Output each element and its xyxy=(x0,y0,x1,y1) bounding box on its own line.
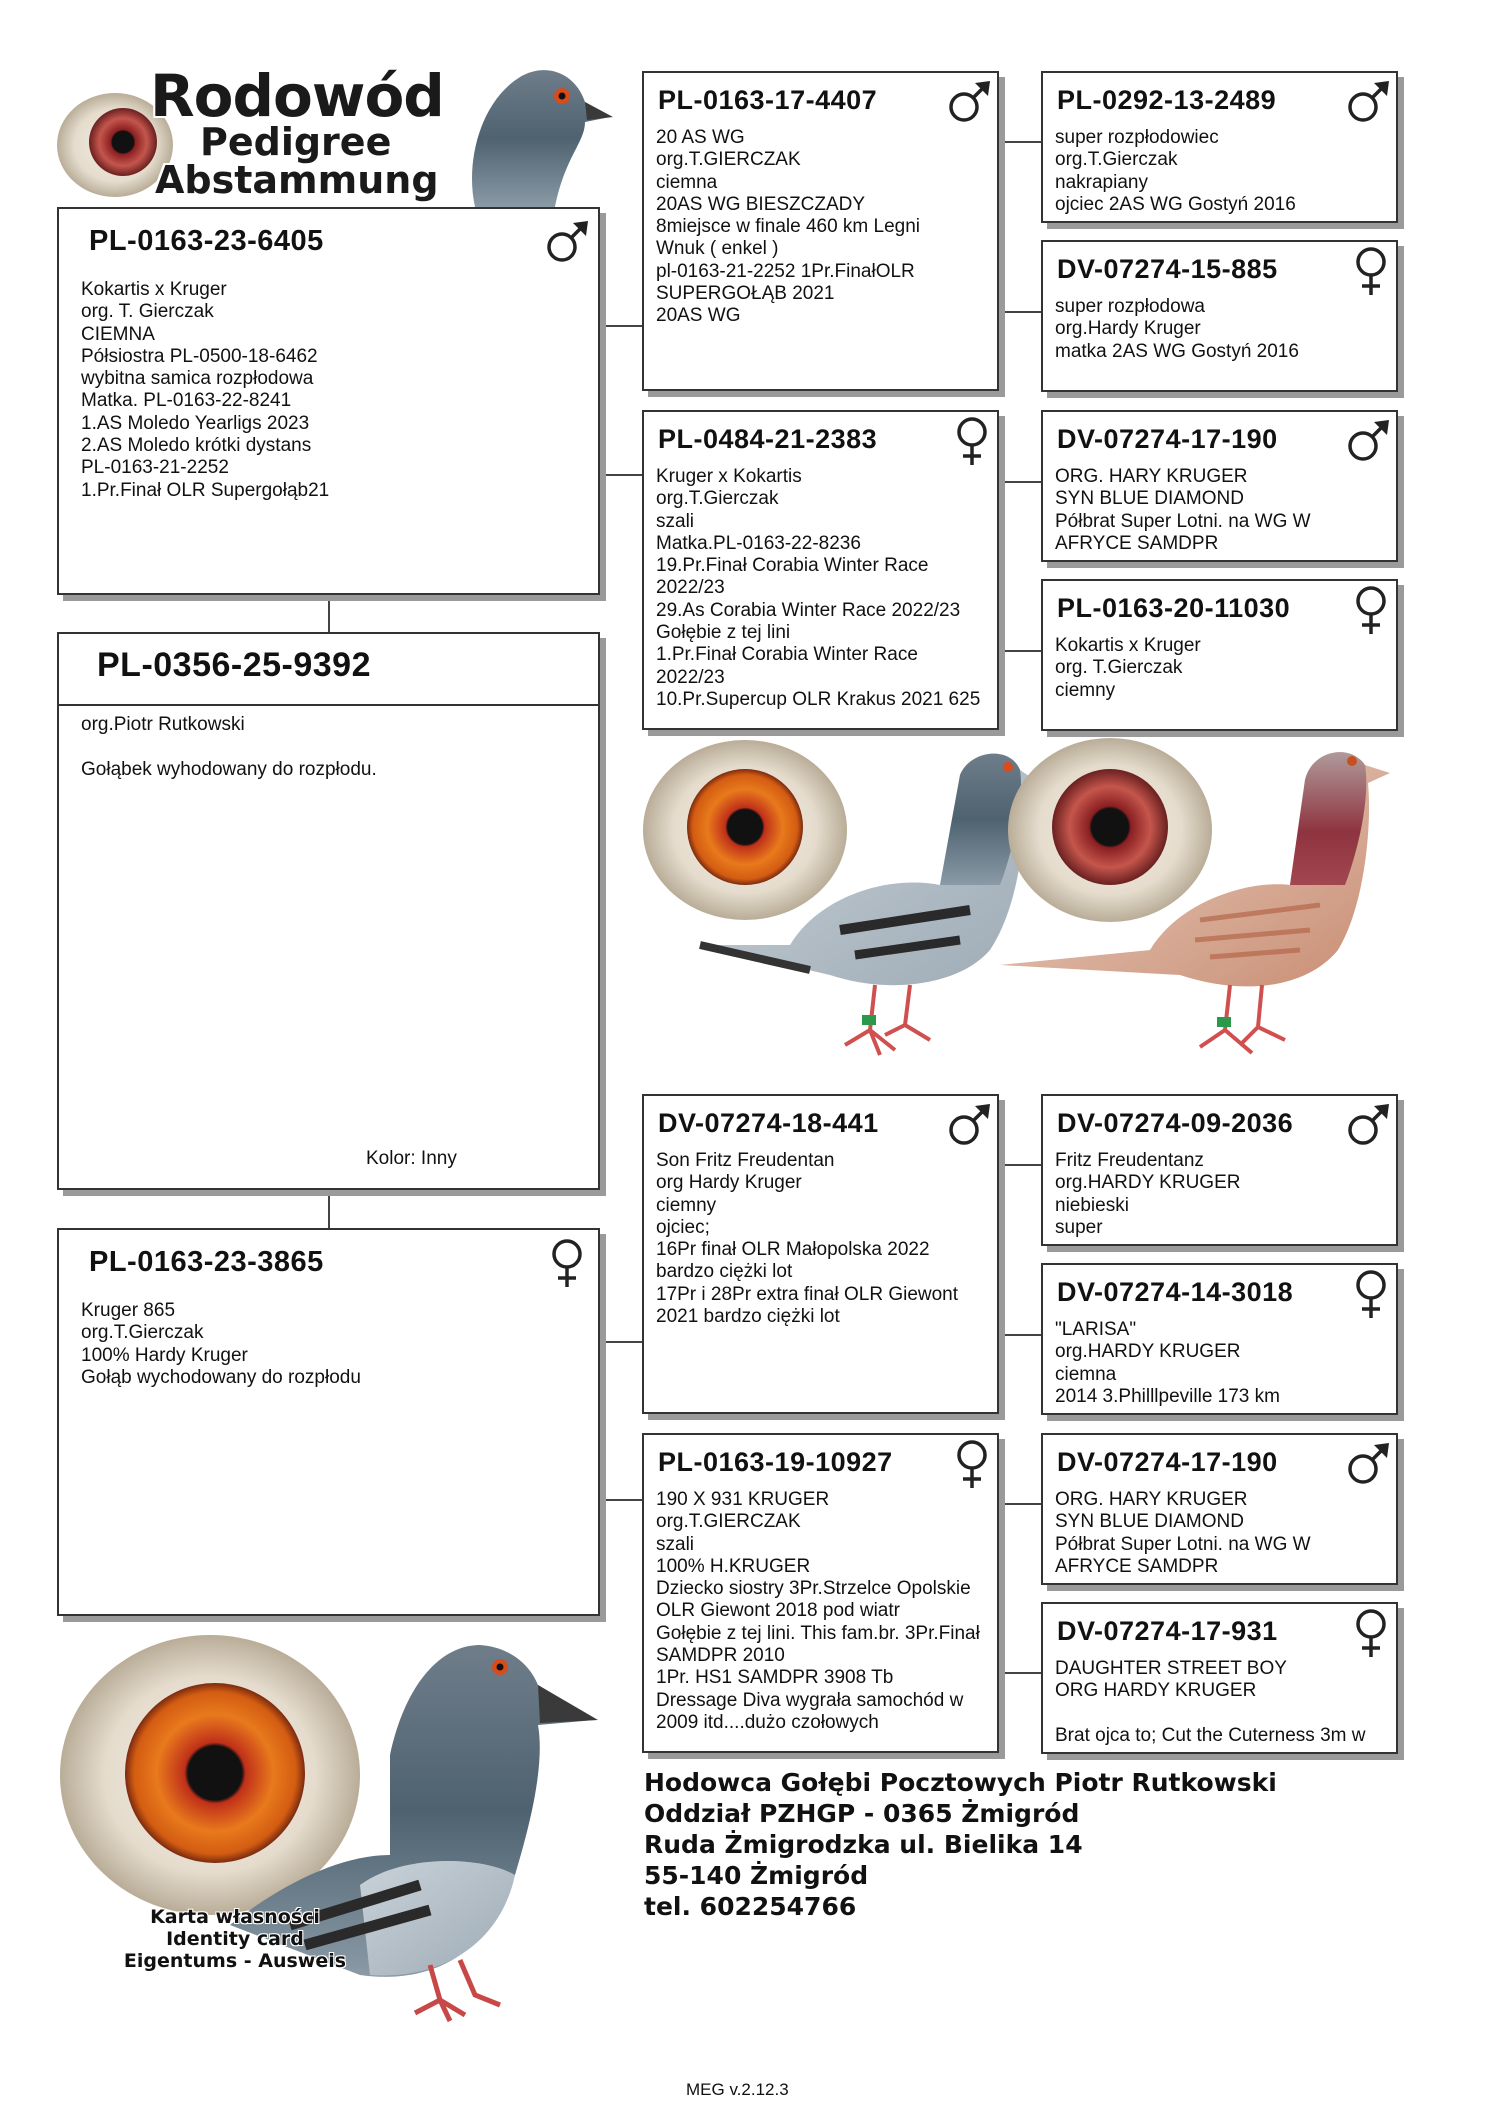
grandparent-card xyxy=(642,1094,999,1414)
ring-number: DV-07274-18-441 xyxy=(658,1108,879,1138)
ring-number: DV-07274-17-190 xyxy=(1057,1447,1278,1477)
version-label: MEG v.2.12.3 xyxy=(686,2080,789,2099)
pedigree-notes: ORG. HARY KRUGER SYN BLUE DIAMOND Półbrat Super Lotni. na WG W AFRYCE SAMDPR xyxy=(1055,466,1311,554)
great-grandparent-card xyxy=(1041,579,1398,731)
grandparent-card xyxy=(642,410,999,730)
subject-card xyxy=(57,632,600,1190)
pedigree-notes: 20 AS WG org.T.GIERCZAK ciemna 20AS WG BIESZCZADY 8miejsce w finale 460 km Legni Wnuk ( enkel ) pl-0163-21-2252 1Pr.FinałOLR SUPERGOŁĄB 2021 20AS WG xyxy=(656,127,921,327)
great-grandparent-card xyxy=(1041,240,1398,392)
female-symbol-icon xyxy=(947,1439,997,1489)
connector-line xyxy=(600,474,642,476)
connector-line xyxy=(999,1503,1041,1505)
male-symbol-icon xyxy=(1343,1439,1393,1489)
sire-card xyxy=(57,207,600,595)
pedigree-notes: Kokartis x Kruger org. T.Gierczak ciemny xyxy=(1055,635,1201,701)
connector-line xyxy=(600,1499,642,1501)
female-symbol-icon xyxy=(1346,1608,1396,1658)
color-label: Kolor: Inny xyxy=(366,1148,457,1169)
ring-number: PL-0163-20-11030 xyxy=(1057,593,1291,623)
connector-line xyxy=(999,481,1041,483)
male-symbol-icon xyxy=(1343,1100,1393,1150)
connector-line xyxy=(600,1341,642,1343)
breeder-street: Ruda Żmigrodzka ul. Bielika 14 xyxy=(644,1830,1083,1859)
pedigree-notes: super rozpłodowiec org.T.Gierczak nakrapiany ojciec 2AS WG Gostyń 2016 xyxy=(1055,127,1296,215)
ring-number: PL-0292-13-2489 xyxy=(1057,85,1277,115)
great-grandparent-card xyxy=(1041,1094,1398,1246)
female-symbol-icon xyxy=(1346,246,1396,296)
breeder-city: 55-140 Żmigród xyxy=(644,1861,869,1890)
pedigree-notes: "LARISA" org.HARDY KRUGER ciemna 2014 3.Philllpeville 173 km xyxy=(1055,1319,1280,1407)
pedigree-notes: 190 X 931 KRUGER org.T.GIERCZAK szali 100% H.KRUGER Dziecko siostry 3Pr.Strzelce Opolskie OLR Giewont 2018 pod wiatr Gołębie z tej lini. This fam.br. 3Pr.Finał SAMDPR 2010 1Pr. HS1 SAMDPR 3908 Tb Dressage Diva wygrała samochód w 2009 itd....dużo czołowych xyxy=(656,1489,980,1733)
breeder-branch: Oddział PZHGP - 0365 Żmigród xyxy=(644,1799,1080,1828)
ring-number: PL-0163-23-3865 xyxy=(89,1246,324,1278)
connector-line xyxy=(999,1164,1041,1166)
great-grandparent-card xyxy=(1041,1263,1398,1415)
ring-number: PL-0163-19-10927 xyxy=(658,1447,893,1477)
pedigree-notes: super rozpłodowa org.Hardy Kruger matka 2AS WG Gostyń 2016 xyxy=(1055,296,1299,362)
connector-line xyxy=(328,595,330,633)
header-title: Rodowód xyxy=(150,62,444,130)
female-symbol-icon xyxy=(1346,1269,1396,1319)
connector-line xyxy=(999,1334,1041,1336)
female-symbol-icon xyxy=(542,1238,592,1288)
connector-line xyxy=(999,141,1041,143)
header-logo xyxy=(55,62,615,202)
breeder-address xyxy=(644,1767,1277,1922)
pigeon-head-icon xyxy=(435,62,615,207)
male-symbol-icon xyxy=(1343,416,1393,466)
male-symbol-icon xyxy=(1343,77,1393,127)
female-symbol-icon xyxy=(1346,585,1396,635)
divider xyxy=(59,704,598,706)
female-symbol-icon xyxy=(947,416,997,466)
male-symbol-icon xyxy=(542,217,592,267)
dam-card xyxy=(57,1228,600,1616)
ring-number: DV-07274-15-885 xyxy=(1057,254,1278,284)
pedigree-notes: Kruger x Kokartis org.T.Gierczak szali Matka.PL-0163-22-8236 19.Pr.Finał Corabia Winter Race 2022/23 29.As Corabia Winter Race 2022/23 Gołębie z tej lini 1.Pr.Finał Corabia Winter Race 2022/23 10.Pr.Supercup OLR Krakus 2021 625 xyxy=(656,466,981,710)
card-label-en: Identity card xyxy=(166,1928,304,1950)
ring-number: PL-0163-17-4407 xyxy=(658,85,878,115)
male-symbol-icon xyxy=(944,77,994,127)
connector-line xyxy=(999,311,1041,313)
pedigree-notes: DAUGHTER STREET BOY ORG HARDY KRUGER Brat ojca to; Cut the Cuterness 3m w xyxy=(1055,1658,1366,1746)
breeder-phone: tel. 602254766 xyxy=(644,1892,857,1921)
great-grandparent-card xyxy=(1041,71,1398,223)
breeder-name: Hodowca Gołębi Pocztowych Piotr Rutkowski xyxy=(644,1768,1277,1797)
male-symbol-icon xyxy=(944,1100,994,1150)
connector-line xyxy=(600,325,642,327)
pedigree-notes: Son Fritz Freudentan org Hardy Kruger ciemny ojciec; 16Pr finał OLR Małopolska 2022 bardzo ciężki lot 17Pr i 28Pr extra finał OLR Giewont 2021 bardzo ciężki lot xyxy=(656,1150,959,1328)
great-grandparent-card xyxy=(1041,410,1398,562)
grandparent-card xyxy=(642,1433,999,1753)
pedigree-notes: ORG. HARY KRUGER SYN BLUE DIAMOND Półbrat Super Lotni. na WG W AFRYCE SAMDPR xyxy=(1055,1489,1311,1577)
connector-line xyxy=(999,650,1041,652)
card-label-pl: Karta własności xyxy=(150,1906,320,1928)
connector-line xyxy=(999,1672,1041,1674)
pedigree-notes: org.Piotr Rutkowski Gołąbek wyhodowany do rozpłodu. xyxy=(81,714,377,780)
header-subtitle-en: Pedigree xyxy=(200,120,392,164)
ring-number: DV-07274-14-3018 xyxy=(1057,1277,1294,1307)
pedigree-notes: Kruger 865 org.T.Gierczak 100% Hardy Kruger Gołąb wychodowany do rozpłodu xyxy=(81,1300,361,1388)
pedigree-notes: Kokartis x Kruger org. T. Gierczak CIEMNA Półsiostra PL-0500-18-6462 wybitna samica rozpłodowa Matka. PL-0163-22-8241 1.AS Moledo Yearligs 2023 2.AS Moledo krótki dystans PL-0163-21-2252 1.Pr.Finał OLR Supergołąb21 xyxy=(81,279,330,501)
great-grandparent-card xyxy=(1041,1433,1398,1585)
ring-number: DV-07274-09-2036 xyxy=(1057,1108,1294,1138)
subject-ring-number: PL-0356-25-9392 xyxy=(97,646,372,684)
card-label xyxy=(110,1906,360,1972)
connector-line xyxy=(328,1190,330,1228)
card-label-de: Eigentums - Ausweis xyxy=(123,1950,347,1972)
great-grandparent-card xyxy=(1041,1602,1398,1754)
ring-number: DV-07274-17-931 xyxy=(1057,1616,1278,1646)
ring-number: PL-0484-21-2383 xyxy=(658,424,878,454)
pigeon-photo-red-icon xyxy=(1000,735,1400,1075)
grandparent-card xyxy=(642,71,999,391)
ring-number: DV-07274-17-190 xyxy=(1057,424,1278,454)
header-subtitle-de: Abstammung xyxy=(155,158,439,202)
pedigree-notes: Fritz Freudentanz org.HARDY KRUGER niebieski super xyxy=(1055,1150,1241,1238)
pigeon-photo-blue-icon xyxy=(640,735,1040,1075)
ring-number: PL-0163-23-6405 xyxy=(89,225,324,257)
